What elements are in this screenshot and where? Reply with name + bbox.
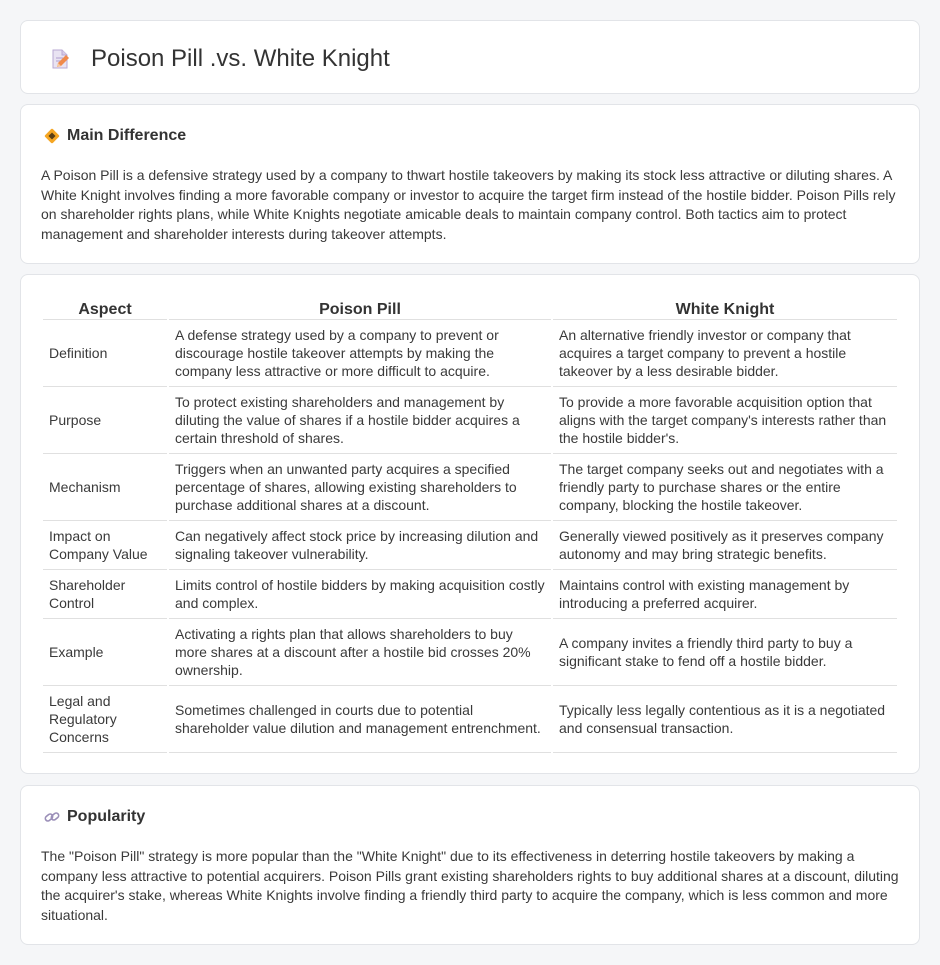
table-row — [43, 320, 897, 387]
section-title: Popularity — [67, 808, 146, 825]
comparison-table — [41, 296, 899, 753]
aspect-cell: Mechanism — [43, 454, 167, 521]
table-header-row — [43, 296, 897, 320]
popularity-heading — [43, 808, 145, 826]
white-knight-cell: Maintains control with existing management by introducing a preferred acquirer. — [553, 570, 897, 619]
table-row — [43, 570, 897, 619]
diamond-sign-icon — [43, 127, 61, 145]
poison-pill-cell: A defense strategy used by a company to prevent or discourage hostile takeover attempts by making the company less attractive or more difficult to acquire. — [169, 320, 551, 387]
aspect-cell: Legal and Regulatory Concerns — [43, 686, 167, 753]
table-row — [43, 387, 897, 454]
poison-pill-cell: Can negatively affect stock price by increasing dilution and signaling takeover vulnerability. — [169, 521, 551, 570]
aspect-cell: Purpose — [43, 387, 167, 454]
main-difference-heading — [43, 127, 186, 145]
title-card — [20, 20, 920, 94]
popularity-text: The "Poison Pill" strategy is more popular than the "White Knight" due to its effectiveness in deterring hostile takeovers by making a company less attractive to potential acquirers. Poison Pills grant existing shareholders rights to buy additional shares at a discount, diluting the acquirer's stake, whereas White Knights involve finding a friendly third party to acquire the company, which is less common and more situational. — [41, 848, 899, 923]
poison-pill-cell: Triggers when an unwanted party acquires a specified percentage of shares, allowing existing shareholders to purchase additional shares at a discount. — [169, 454, 551, 521]
poison-pill-cell: Activating a rights plan that allows shareholders to buy more shares at a discount after a hostile bid crosses 20% ownership. — [169, 619, 551, 686]
poison-pill-cell: To protect existing shareholders and management by diluting the value of shares if a hostile bidder acquires a certain threshold of shares. — [169, 387, 551, 454]
link-icon — [43, 808, 61, 826]
white-knight-cell: Typically less legally contentious as it is a negotiated and consensual transaction. — [553, 686, 897, 753]
white-knight-cell: The target company seeks out and negotiates with a friendly party to purchase shares or the entire company, blocking the hostile takeover. — [553, 454, 897, 521]
white-knight-cell: To provide a more favorable acquisition option that aligns with the target company's interests rather than the hostile bidder's. — [553, 387, 897, 454]
poison-pill-cell: Sometimes challenged in courts due to potential shareholder value dilution and management entrenchment. — [169, 686, 551, 753]
column-header-white-knight: White Knight — [553, 296, 897, 320]
table-row — [43, 454, 897, 521]
column-header-aspect: Aspect — [43, 296, 167, 320]
table-row — [43, 619, 897, 686]
document-pencil-icon — [48, 47, 72, 71]
poison-pill-cell: Limits control of hostile bidders by making acquisition costly and complex. — [169, 570, 551, 619]
table-row — [43, 521, 897, 570]
aspect-cell: Definition — [43, 320, 167, 387]
aspect-cell: Shareholder Control — [43, 570, 167, 619]
aspect-cell: Impact on Company Value — [43, 521, 167, 570]
aspect-cell: Example — [43, 619, 167, 686]
column-header-poison-pill: Poison Pill — [169, 296, 551, 320]
main-difference-card — [20, 104, 920, 264]
popularity-card — [20, 785, 920, 945]
white-knight-cell: A company invites a friendly third party to buy a significant stake to fend off a hostile bidder. — [553, 619, 897, 686]
white-knight-cell: An alternative friendly investor or company that acquires a target company to prevent a hostile takeover by a less desirable bidder. — [553, 320, 897, 387]
page-title: Poison Pill .vs. White Knight — [91, 45, 390, 72]
white-knight-cell: Generally viewed positively as it preserves company autonomy and may bring strategic benefits. — [553, 521, 897, 570]
table-row — [43, 686, 897, 753]
comparison-card — [20, 274, 920, 774]
section-title: Main Difference — [67, 127, 187, 144]
main-difference-text: A Poison Pill is a defensive strategy used by a company to thwart hostile takeovers by making its stock less attractive or diluting shares. A White Knight involves finding a more favorable company or investor to acquire the target firm instead of the hostile bidder. Poison Pills rely on shareholder rights plans, while White Knights negotiate amicable deals to maintain company control. Both tactics aim to protect management and shareholder interests during takeover attempts. — [41, 167, 896, 242]
